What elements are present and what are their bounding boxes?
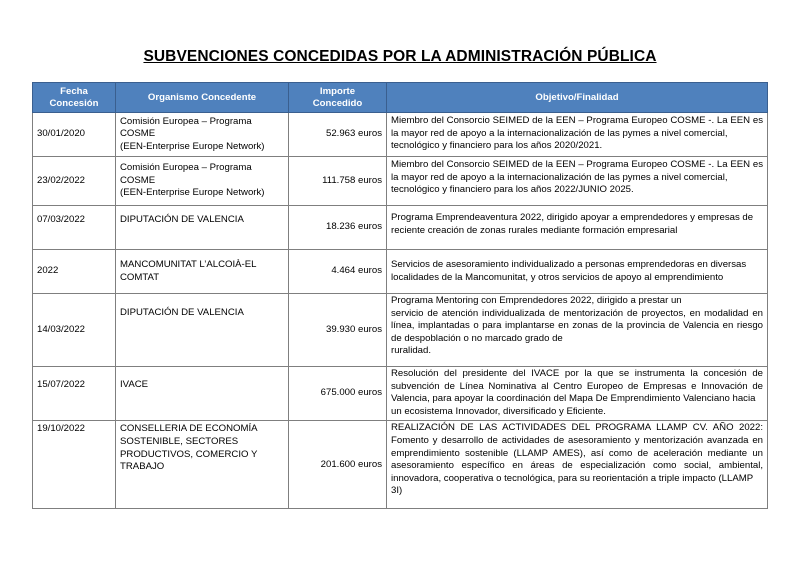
table-row: [33, 421, 768, 509]
header-date: Fecha Concesión: [33, 83, 116, 113]
cell-amount: 39.930 euros: [289, 294, 387, 367]
cell-date: 23/02/2022: [33, 157, 116, 206]
header-amount: Importe Concedido: [289, 83, 387, 113]
cell-date: 14/03/2022: [33, 294, 116, 367]
cell-objective: Miembro del Consorcio SEIMED de la EEN – Programa Europeo COSME -. La EEN es la mayor red de apoyo a la internacionalización de las pymes a nivel comercial, tecnológico y financiero para los años 2022/JUNIO 2025.: [387, 157, 768, 206]
cell-date: 2022: [33, 250, 116, 294]
cell-date: 19/10/2022: [33, 421, 116, 509]
header-org: Organismo Concedente: [116, 83, 289, 113]
cell-amount: 52.963 euros: [289, 113, 387, 157]
cell-objective: Servicios de asesoramiento individualizado a personas emprendedoras en diversas localidades de la Mancomunitat, y otros servicios de apoyo al emprendimiento: [387, 250, 768, 294]
table-row: [33, 367, 768, 421]
cell-org: CONSELLERIA DE ECONOMÍA SOSTENIBLE, SECTORES PRODUCTIVOS, COMERCIO Y TRABAJO: [116, 421, 289, 509]
cell-org: DIPUTACIÓN DE VALENCIA: [116, 206, 289, 250]
cell-objective: Programa Emprendeaventura 2022, dirigido apoyar a emprendedores y empresas de reciente creación de zonas rurales mediante formación empresarial: [387, 206, 768, 250]
cell-objective: Miembro del Consorcio SEIMED de la EEN – Programa Europeo COSME -. La EEN es la mayor red de apoyo a la internacionalización de las pymes a nivel comercial, tecnológico y financiero para los años 2020/2021.: [387, 113, 768, 157]
cell-org: MANCOMUNITAT L’ALCOIÀ-EL COMTAT: [116, 250, 289, 294]
cell-amount: 111.758 euros: [289, 157, 387, 206]
cell-amount: 675.000 euros: [289, 367, 387, 421]
cell-amount: 4.464 euros: [289, 250, 387, 294]
table-row: [33, 157, 768, 206]
cell-date: 07/03/2022: [33, 206, 116, 250]
table-header-row: [33, 83, 768, 113]
cell-org: DIPUTACIÓN DE VALENCIA: [116, 294, 289, 367]
table-row: [33, 206, 768, 250]
cell-amount: 18.236 euros: [289, 206, 387, 250]
cell-amount: 201.600 euros: [289, 421, 387, 509]
table-row: [33, 294, 768, 367]
cell-objective: Programa Mentoring con Emprendedores 2022, dirigido a prestar un servicio de atención individualizada de mentorización de proyectos, en modalidad en línea, implantadas o para implantarse en zonas de la provincia de Valencia en riesgo de despoblación o no marcado grado de ruralidad.: [387, 294, 768, 367]
header-objective: Objetivo/Finalidad: [387, 83, 768, 113]
grants-table: [32, 82, 768, 509]
cell-org: Comisión Europea – Programa COSME (EEN-Enterprise Europe Network): [116, 157, 289, 206]
cell-org: Comisión Europea – Programa COSME (EEN-Enterprise Europe Network): [116, 113, 289, 157]
cell-org: IVACE: [116, 367, 289, 421]
table-row: [33, 250, 768, 294]
cell-objective: Resolución del presidente del IVACE por la que se instrumenta la concesión de subvención de Línea Nominativa al Centro Europeo de Empresas e Innovación de Valencia, para apoyar la coordinación del Mapa De Emprendimiento Valenciano hacia un ecosistema Innovador, diversificado y Eficiente.: [387, 367, 768, 421]
cell-objective: REALIZACIÓN DE LAS ACTIVIDADES DEL PROGRAMA LLAMP CV. AÑO 2022: Fomento y desarrollo de actividades de asesoramiento y mentorización avanzada en emprendimiento sostenible (LLAMP AMES), así como de aceleración mediante un asesoramiento específico en áreas de especialización como social, ambiental, innovadora, cooperativa o tecnológica, para su reorientación a triple impacto (LLAMP 3I): [387, 421, 768, 509]
cell-date: 15/07/2022: [33, 367, 116, 421]
table-row: [33, 113, 768, 157]
document-title: SUBVENCIONES CONCEDIDAS POR LA ADMINISTRACIÓN PÚBLICA: [143, 48, 657, 65]
cell-date: 30/01/2020: [33, 113, 116, 157]
